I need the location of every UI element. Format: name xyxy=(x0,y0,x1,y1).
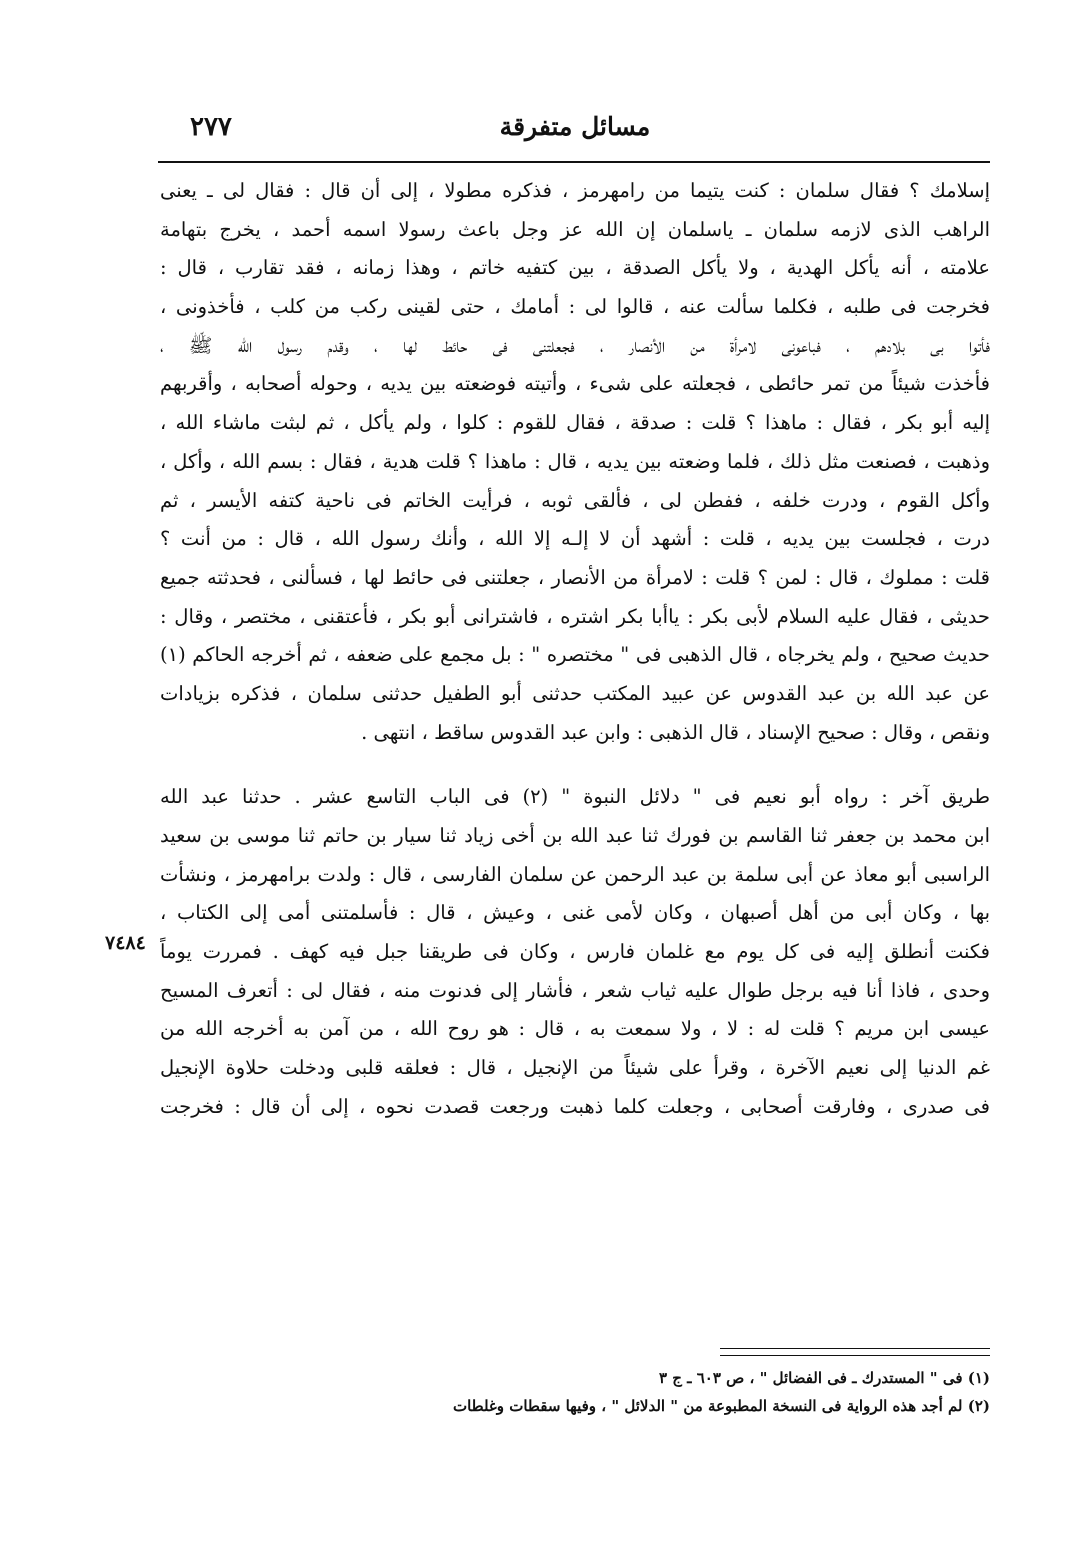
paragraph-1 xyxy=(160,172,990,752)
text-line: فكنت أنطلق إليه فى كل يوم مع غلمان فارس ، وكان فى طريقنا جبل فيه كهف . فمررت يوماً xyxy=(160,940,990,964)
footnote-1: (١) فى " المستدرك ـ فى الفضائل " ، ص ٦٠٣ ـ ج ٣ xyxy=(658,1369,990,1387)
text-line: وحدى ، فاذا أنا فيه برجل طوال عليه ثياب شعر ، فأشار إلى فدنوت منه ، فقال لى : أتعرف المسيح xyxy=(160,978,990,1002)
text-line: فى صدرى ، وفارقت أصحابى ، وجعلت كلما ذهبت ورجعت قصدت نحوه ، إلى أن قال : فخرجت xyxy=(160,1094,990,1118)
text-line: حديثى ، فقال عليه السلام لأبى بكر : ياأبا بكر اشتره ، فاشترانى أبو بكر ، فأعتقنى ، مختصر ، وقال : xyxy=(160,604,990,628)
footnote-divider xyxy=(720,1355,990,1356)
text-line: طريق آخر : رواه أبو نعيم فى " دلائل النبوة " (٢) فى الباب التاسع عشر . حدثنا عبد الله xyxy=(160,785,990,809)
text-line: ابن محمد بن جعفر ثنا القاسم بن فورك ثنا عبد الله بن أخى زياد ثنا سيار بن حاتم ثنا موسى بن سعيد xyxy=(160,824,990,847)
text-line: علامته ، أنه يأكل الهدية ، ولا يأكل الصدقة ، بين كتفيه خاتم ، وهذا زمانه ، فقد تقارب ، قال : xyxy=(160,256,990,280)
footnote-2: (٢) لم أجد هذه الرواية فى النسخة المطبوعة من " الدلائل " ، وفيها سقطات وغلطات xyxy=(452,1397,990,1415)
paragraph-2 xyxy=(160,778,990,1126)
text-line: فخرجت فى طلبه ، فكلما سألت عنه ، قالوا لى : أمامك ، حتى لقينى ركب من كلب ، فأخذونى ، xyxy=(160,295,990,319)
text-line: وذهبت ، فصنعت مثل ذلك ، فلما وضعته بين يديه ، قال : ماهذا ؟ قلت هدية ، فقال : بسم الله ، وأكل ، xyxy=(160,449,990,473)
text-line: ونقص ، وقال : صحيح الإسناد ، قال الذهبى : وابن عبد القدوس ساقط ، انتهى . xyxy=(361,720,990,744)
text-line: فأخذت شيئاً من تمر حائطى ، فجعلته على شىء ، وأتيته فوضعته بين يديه ، وحوله أصحابه ، وأقربهم xyxy=(160,372,990,396)
text-line: عن عبد الله بن عبد القدوس عن عبيد المكتب حدثنى أبو الطفيل حدثنى سلمان ، فذكره بزيادات xyxy=(160,681,990,705)
text-line: الراهب الذى لازمه سلمان ـ ياسلمان إن الله عز وجل باعث رسولا اسمه أحمد ، يخرج بتهامة xyxy=(160,217,990,241)
main-text xyxy=(160,172,990,1127)
text-line: بها ، وكان أبى من أهل أصبهان ، وكان لأمى غنى ، وعيش ، قال : فأسلمتنى أمى إلى الكتاب ، xyxy=(160,901,990,925)
entry-number: ٧٤٨٤ xyxy=(105,932,146,954)
footnote-divider xyxy=(720,1348,990,1349)
text-line: قلت : مملوك ، قال : لمن ؟ قلت : لامرأة من الأنصار ، جعلتنى فى حائط لها ، فسألنى ، فحدثته جميع xyxy=(160,565,990,589)
footnotes xyxy=(320,1364,990,1420)
text-line: حديث صحيح ، ولم يخرجاه ، قال الذهبى فى " مختصره " : بل مجمع على ضعفه ، ثم أخرجه الحاكم (١) xyxy=(160,643,990,667)
text-line: الراسبى أبو معاذ عن أبى سلمة بن عبد الرحمن عن سلمان الفارسى ، قال : ولدت برامهرمز ، ونشأت xyxy=(160,862,990,886)
text-line: فأتوا بى بلادهم ، فباعونى لامرأة من الأنصار ، فجعلتنى فى حائط لها ، وقدم رسول الله ﷺ ، xyxy=(160,333,990,357)
text-line: إليه أبو بكر ، فقال : ماهذا ؟ قلت : صدقة ، فقال للقوم : كلوا ، ولم يأكل ، ثم لبثت ماشاء الله ، xyxy=(160,411,990,435)
chapter-title: مسائل متفرقة xyxy=(499,112,651,141)
text-line: إسلامك ؟ فقال سلمان : كنت يتيما من رامهرمز ، فذكره مطولا ، إلى أن قال : فقال لى ـ يعنى xyxy=(160,179,990,202)
text-line: عيسى ابن مريم ؟ قلت له : لا ، ولا سمعت به ، قال : هو روح الله ، من آمن به أخرجه الله من xyxy=(160,1017,990,1041)
page-number: ٢٧٧ xyxy=(190,112,232,142)
paragraph-gap xyxy=(160,752,990,778)
header-divider xyxy=(158,161,990,163)
text-line: وأكل القوم ، ودرت خلفه ، ففطن لى ، فألقى ثوبه ، فرأيت الخاتم فى ناحية كتفه الأيسر ، ثم xyxy=(160,488,990,512)
text-line: غم الدنيا إلى نعيم الآخرة ، وقرأ على شيئاً من الإنجيل ، قال : فعلقه قلبى ودخلت حلاوة الإنجيل xyxy=(160,1056,990,1080)
text-line: درت ، فجلست بين يديه ، قلت : أشهد أن لا إلـه إلا الله ، وأنك رسول الله ، قال : من أنت ؟ xyxy=(160,527,990,551)
page-header xyxy=(160,112,990,152)
